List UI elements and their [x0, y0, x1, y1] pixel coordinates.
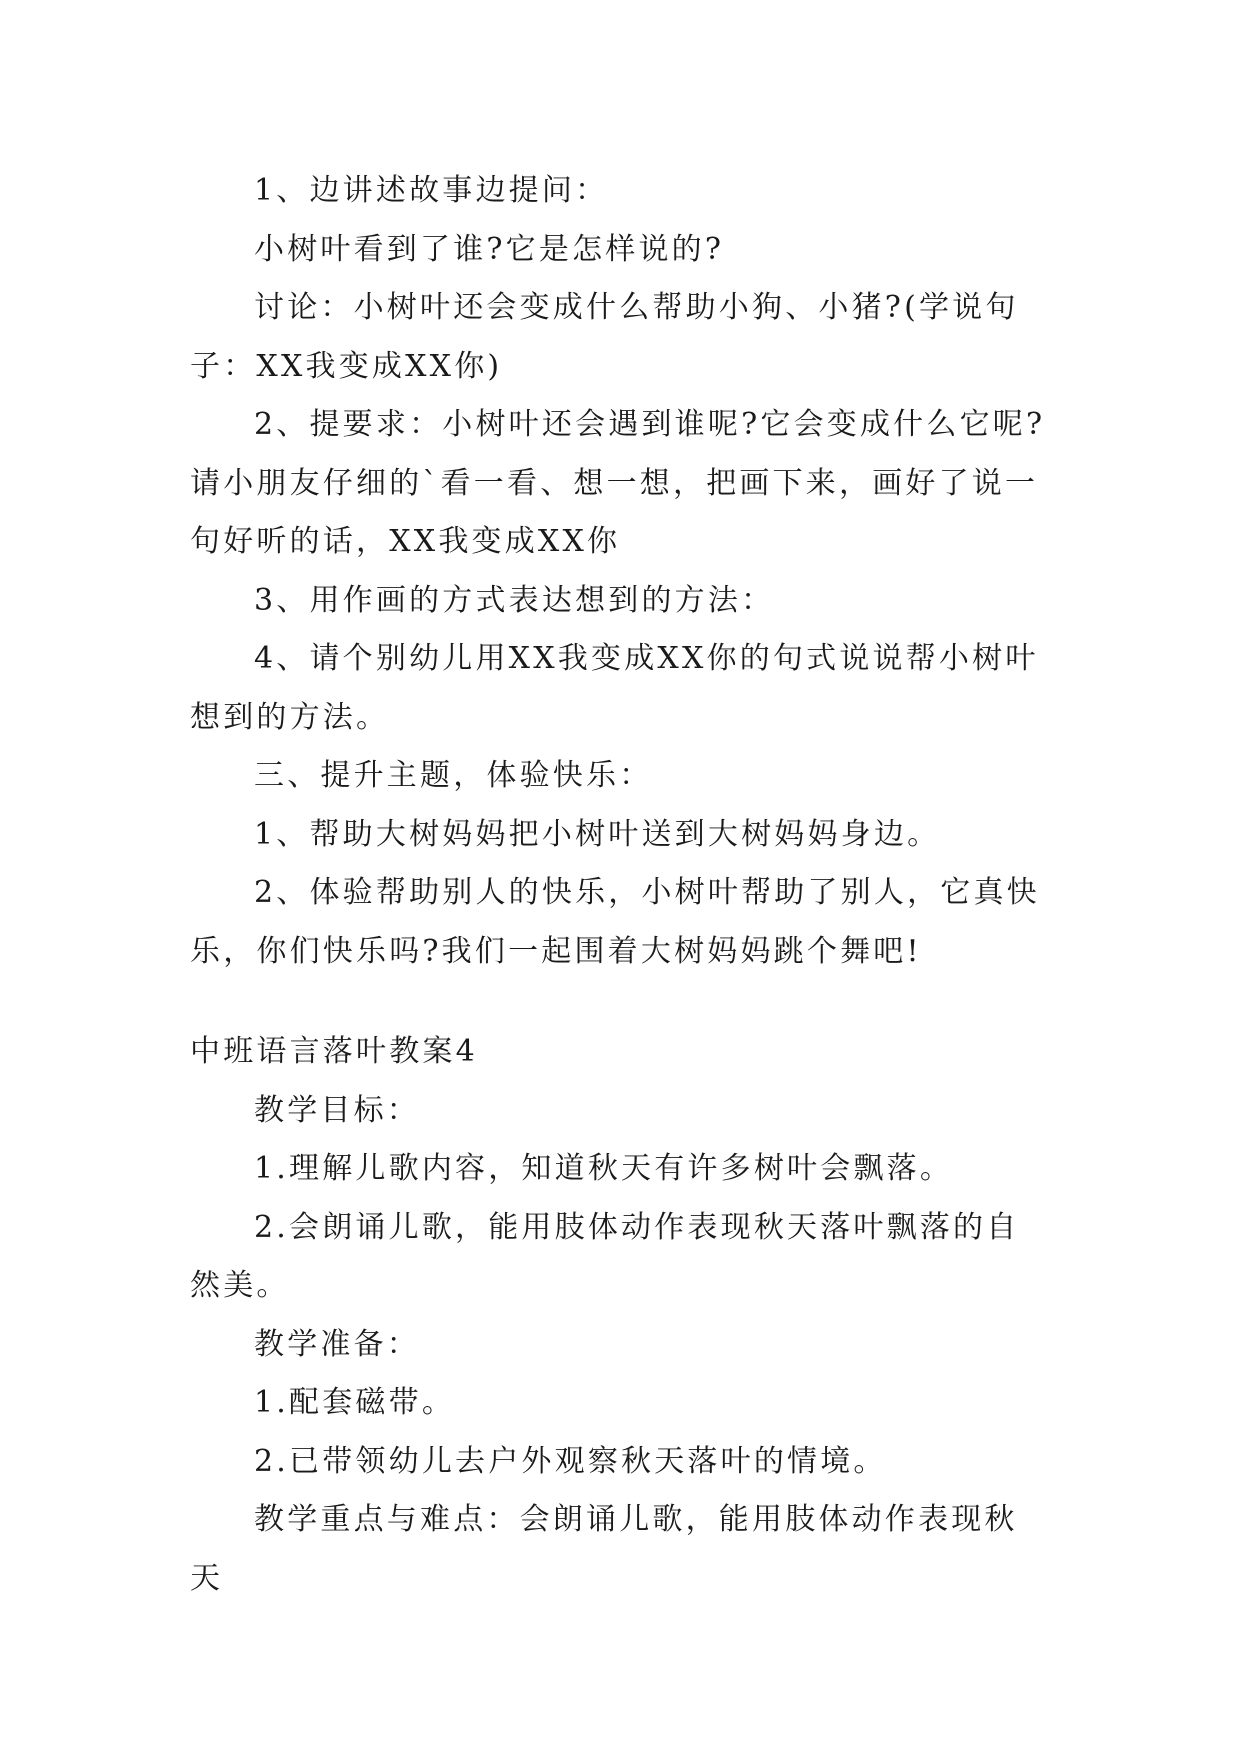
paragraph-experience-joy: 2、体验帮助别人的快乐，小树叶帮助了别人，它真快乐，你们快乐吗?我们一起围着大树妈妈跳个舞吧! — [190, 875, 1040, 969]
paragraph-question-who: 小树叶看到了谁?它是怎样说的? — [254, 231, 725, 267]
paragraph-preparation-two: 2.已带领幼儿去户外观察秋天落叶的情境。 — [254, 1443, 887, 1479]
paragraph-ask-while-telling: 1、边讲述故事边提问： — [254, 173, 609, 208]
paragraph-discussion: 讨论：小树叶还会变成什么帮助小狗、小猪?(学说句子：XX我变成XX你) — [190, 290, 1019, 384]
paragraph-section-three-heading: 三、提升主题，体验快乐： — [254, 758, 653, 793]
paragraph-drawing-method: 3、用作画的方式表达想到的方法： — [254, 582, 775, 618]
paragraph-key-points: 教学重点与难点：会朗诵儿歌，能用肢体动作表现秋天 — [190, 1502, 1018, 1596]
paragraph-goal-one: 1.理解儿歌内容，知道秋天有许多树叶会飘落。 — [254, 1151, 954, 1186]
section-title: 中班语言落叶教案4 — [190, 1034, 478, 1069]
paragraph-preparation-heading: 教学准备： — [254, 1326, 420, 1362]
paragraph-help-mother-tree: 1、帮助大树妈妈把小树叶送到大树妈妈身边。 — [254, 816, 941, 852]
paragraph-teaching-goals-heading: 教学目标： — [254, 1092, 420, 1128]
document-body — [190, 162, 1050, 1608]
paragraph-goal-two: 2.会朗诵儿歌，能用肢体动作表现秋天落叶飘落的自然美。 — [190, 1209, 1020, 1303]
paragraph-preparation-one: 1.配套磁带。 — [254, 1385, 456, 1420]
paragraph-individual-sharing: 4、请个别幼儿用XX我变成XX你的句式说说帮小树叶想到的方法。 — [190, 641, 1039, 735]
paragraph-requirements: 2、提要求：小树叶还会遇到谁呢?它会变成什么它呢?请小朋友仔细的`看一看、想一想，把画下来，画好了说一句好听的话，XX我变成XX你 — [190, 407, 1046, 559]
